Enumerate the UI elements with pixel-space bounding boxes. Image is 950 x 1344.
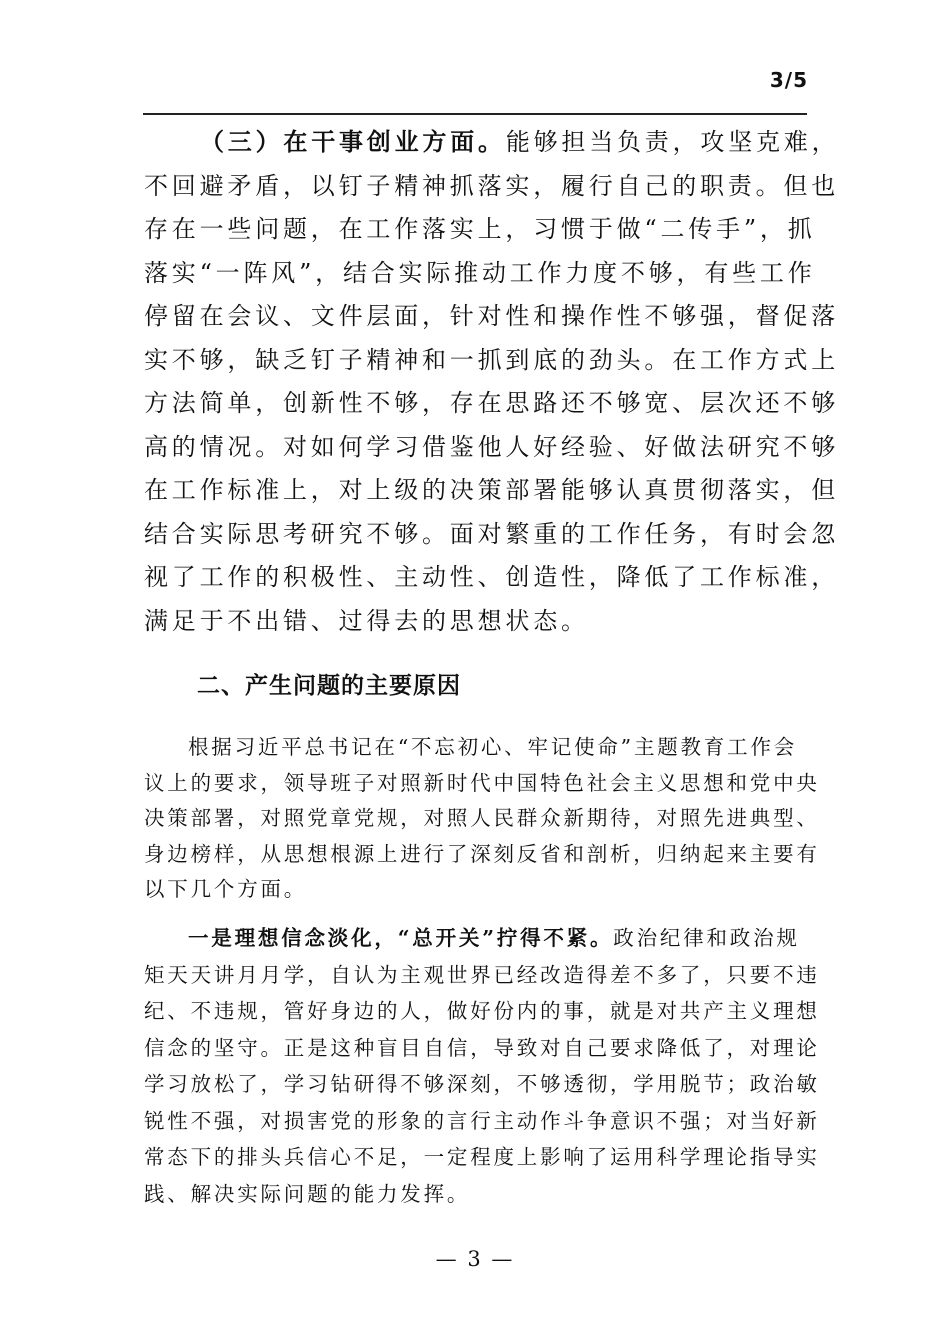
paragraph-line: 停留在会议、文件层面，针对性和操作性不够强，督促落 — [144, 302, 839, 330]
paragraph-line: 以下几个方面。 — [144, 877, 308, 901]
intro-paragraph — [144, 730, 820, 908]
paragraph-line: 高的情况。对如何学习借鉴他人好经验、好做法研究不够 — [144, 432, 839, 461]
page-counter: 3/5 — [769, 68, 808, 92]
point-one-lead: 一是理想信念淡化，“总开关”拧得不紧。 — [188, 926, 614, 950]
paragraph-line: 结合实际思考研究不够。面对繁重的工作任务，有时会忽 — [144, 519, 839, 548]
paragraph-line: 视了工作的积极性、主动性、创造性，降低了工作标准， — [144, 563, 839, 591]
paragraph-line: 满足于不出错、过得去的思想状态。 — [144, 606, 589, 635]
paragraph-line: 锐性不强，对损害党的形象的言行主动作斗争意识不强；对当好新 — [144, 1108, 820, 1133]
paragraph-text: 政治纪律和政治规 — [613, 926, 800, 950]
paragraph-line: 身边榜样，从思想根源上进行了深刻反省和剖析，归纳起来主要有 — [144, 841, 820, 866]
paragraph-line — [144, 920, 806, 957]
section-three-lead: （三）在干事创业方面。 — [200, 127, 506, 156]
paragraph-line: 矩天天讲月月学，自认为主观世界已经改造得差不多了，只要不违 — [144, 962, 820, 987]
paragraph-text: 根据习近平总书记在“不忘初心、牢记使命”主题教育工作会 — [188, 735, 798, 759]
paragraph-line: 不回避矛盾，以钉子精神抓落实，履行自己的职责。但也 — [144, 171, 839, 200]
paragraph-line: 常态下的排头兵信心不足，一定程度上影响了运用科学理论指导实 — [144, 1145, 820, 1169]
point-one-paragraph — [144, 920, 820, 1212]
paragraph-line: 议上的要求，领导班子对照新时代中国特色社会主义思想和党中央 — [144, 770, 820, 795]
paragraph-line: 方法简单，创新性不够，存在思路还不够宽、层次还不够 — [144, 389, 839, 417]
paragraph-line: 落实“一阵风”，结合实际推动工作力度不够，有些工作 — [144, 258, 816, 287]
paragraph-line: 实不够，缺乏钉子精神和一抓到底的劲头。在工作方式上 — [144, 345, 839, 374]
paragraph-line: 在工作标准上，对上级的决策部署能够认真贯彻落实，但 — [144, 476, 839, 504]
paragraph-line: 决策部署，对照党章党规，对照人民群众新期待，对照先进典型、 — [144, 806, 820, 830]
paragraph-line: 存在一些问题，在工作落实上，习惯于做“二传手”，抓 — [144, 215, 816, 243]
header-rule — [143, 113, 807, 115]
paragraph-line: 纪、不违规，管好身边的人，做好份内的事，就是对共产主义理想 — [144, 999, 820, 1023]
footer-page-number: — 3 — — [435, 1247, 515, 1271]
paragraph-line: 践、解决实际问题的能力发挥。 — [144, 1181, 471, 1206]
section-heading-causes: 二、产生问题的主要原因 — [197, 672, 461, 699]
paragraph-line: 学习放松了，学习钻研得不够深刻，不够透彻，学用脱节；政治敏 — [144, 1072, 820, 1096]
paragraph-line — [144, 120, 840, 165]
paragraph-line: 信念的坚守。正是这种盲目自信，导致对自己要求降低了，对理论 — [144, 1035, 820, 1060]
paragraph-text: 能够担当负责，攻坚克难， — [505, 128, 840, 156]
section-three-paragraph — [144, 120, 840, 643]
paragraph-line — [144, 730, 806, 766]
